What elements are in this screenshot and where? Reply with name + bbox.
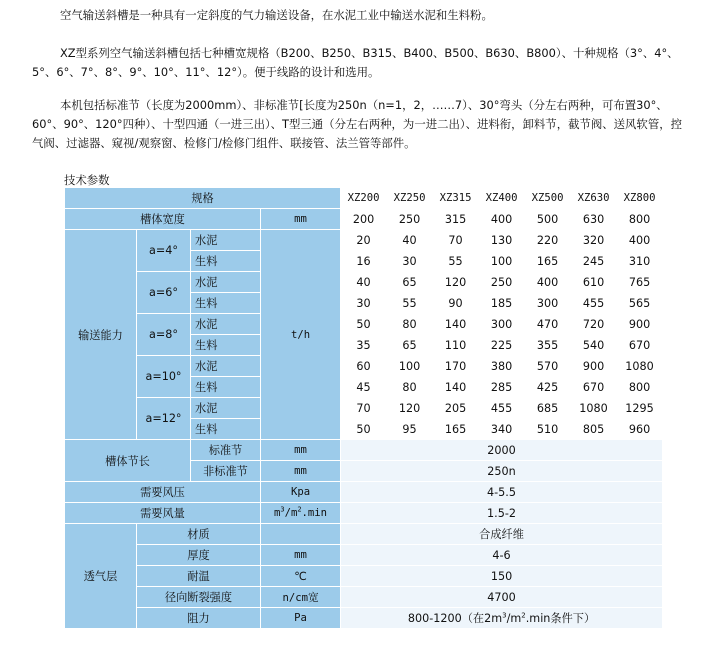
- capacity-row: [65, 356, 663, 377]
- width-cell: 250: [387, 209, 433, 230]
- capacity-cell: 65: [387, 335, 433, 356]
- capacity-cell: 120: [433, 272, 479, 293]
- temp-unit: ℃: [261, 566, 341, 587]
- capacity-cell: 400: [617, 230, 663, 251]
- thickness-unit: mm: [261, 545, 341, 566]
- strength-value: 4700: [341, 587, 663, 608]
- std-section-value: 2000: [341, 440, 663, 461]
- pressure-label: 需要风压: [65, 482, 261, 503]
- capacity-cell: 30: [341, 293, 387, 314]
- capacity-cell: 70: [341, 398, 387, 419]
- capacity-cell: 300: [479, 314, 525, 335]
- angle-label: a=12°: [137, 398, 191, 440]
- airflow-unit: $m^3/m^2.\min$: [261, 503, 341, 524]
- capacity-cell: 300: [525, 293, 571, 314]
- model-cell: XZ400: [479, 188, 525, 209]
- capacity-cell: 355: [525, 335, 571, 356]
- material-cement-label: 水泥: [191, 230, 261, 251]
- angle-label: a=8°: [137, 314, 191, 356]
- capacity-cell: 45: [341, 377, 387, 398]
- angle-label: a=10°: [137, 356, 191, 398]
- layer-row: [65, 608, 663, 629]
- capacity-cell: 765: [617, 272, 663, 293]
- width-label: 槽体宽度: [65, 209, 261, 230]
- spec-label: 规格: [65, 188, 341, 209]
- capacity-cell: 320: [571, 230, 617, 251]
- material-raw-label: 生料: [191, 251, 261, 272]
- capacity-cell: 220: [525, 230, 571, 251]
- angle-label: a=4°: [137, 230, 191, 272]
- capacity-cell: 100: [387, 356, 433, 377]
- material-cement-label: 水泥: [191, 356, 261, 377]
- capacity-cell: 340: [479, 419, 525, 440]
- layer-row: [65, 545, 663, 566]
- strength-label: 径向断裂强度: [137, 587, 261, 608]
- angle-label: a=6°: [137, 272, 191, 314]
- nonstd-section-unit: mm: [261, 461, 341, 482]
- capacity-cell: 110: [433, 335, 479, 356]
- capacity-cell: 40: [387, 230, 433, 251]
- layer-row: [65, 587, 663, 608]
- resist-label: 阻力: [137, 608, 261, 629]
- strength-unit: n/cm宽: [261, 587, 341, 608]
- capacity-row: [65, 398, 663, 419]
- std-section-label: 标准节: [191, 440, 261, 461]
- capacity-cell: 70: [433, 230, 479, 251]
- capacity-cell: 120: [387, 398, 433, 419]
- capacity-cell: 205: [433, 398, 479, 419]
- layer-row: [65, 524, 663, 545]
- intro-paragraph-2: XZ型系列空气输送斜槽包括七种槽宽规格（B200、B250、B315、B400、B500、B630、B800）、十种规格（3°、4°、5°、6°、7°、8°、9°、10°、11°、12°）。便于线路的设计和选用。: [32, 46, 679, 79]
- width-cell: 400: [479, 209, 525, 230]
- model-cell: XZ315: [433, 188, 479, 209]
- capacity-cell: 455: [479, 398, 525, 419]
- capacity-cell: 565: [617, 293, 663, 314]
- spec-table: [64, 187, 663, 629]
- width-cell: 630: [571, 209, 617, 230]
- capacity-cell: 425: [525, 377, 571, 398]
- capacity-unit: t/h: [261, 230, 341, 440]
- capacity-cell: 55: [433, 251, 479, 272]
- pressure-unit: Kpa: [261, 482, 341, 503]
- material-raw-label: 生料: [191, 419, 261, 440]
- thickness-label: 厚度: [137, 545, 261, 566]
- airflow-value: 1.5-2: [341, 503, 663, 524]
- temp-value: 150: [341, 566, 663, 587]
- model-cell: XZ250: [387, 188, 433, 209]
- capacity-cell: 20: [341, 230, 387, 251]
- capacity-cell: 900: [617, 314, 663, 335]
- capacity-cell: 165: [433, 419, 479, 440]
- std-section-unit: mm: [261, 440, 341, 461]
- capacity-cell: 130: [479, 230, 525, 251]
- capacity-cell: 30: [387, 251, 433, 272]
- capacity-cell: 170: [433, 356, 479, 377]
- capacity-cell: 685: [525, 398, 571, 419]
- capacity-cell: 570: [525, 356, 571, 377]
- capacity-cell: 720: [571, 314, 617, 335]
- capacity-cell: 245: [571, 251, 617, 272]
- material-cement-label: 水泥: [191, 314, 261, 335]
- capacity-cell: 35: [341, 335, 387, 356]
- capacity-cell: 225: [479, 335, 525, 356]
- capacity-cell: 165: [525, 251, 571, 272]
- material-cement-label: 水泥: [191, 398, 261, 419]
- model-cell: XZ500: [525, 188, 571, 209]
- capacity-cell: 40: [341, 272, 387, 293]
- capacity-cell: 55: [387, 293, 433, 314]
- capacity-cell: 65: [387, 272, 433, 293]
- layer-row: [65, 566, 663, 587]
- capacity-cell: 805: [571, 419, 617, 440]
- capacity-cell: 400: [525, 272, 571, 293]
- section-length-label: 槽体节长: [65, 440, 191, 482]
- material-raw-label: 生料: [191, 377, 261, 398]
- capacity-cell: 670: [617, 335, 663, 356]
- capacity-cell: 380: [479, 356, 525, 377]
- intro-paragraph-3: 本机包括标准节（长度为2000mm）、非标准节[长度为250n（n=1，2，……7）、30°弯头（分左右两种，可布置30°、60°、90°、120°四种）、十型四通（一进三出）、T型三通（分左右两种，为一进二出）、进料衔，卸料节，截节阀、送风软管，控气阀、过滤器、窥视/观察窗、检修门/检修门组件、联接管、法兰管等部件。: [32, 98, 682, 150]
- capacity-cell: 900: [571, 356, 617, 377]
- capacity-cell: 540: [571, 335, 617, 356]
- capacity-cell: 60: [341, 356, 387, 377]
- capacity-cell: 610: [571, 272, 617, 293]
- section-length-row: [65, 440, 663, 461]
- layer-label: 透气层: [65, 524, 137, 629]
- material-raw-label: 生料: [191, 293, 261, 314]
- capacity-cell: 310: [617, 251, 663, 272]
- header-row: [65, 188, 663, 209]
- width-cell: 200: [341, 209, 387, 230]
- width-cell: 800: [617, 209, 663, 230]
- capacity-cell: 960: [617, 419, 663, 440]
- thickness-value: 4-6: [341, 545, 663, 566]
- pressure-value: 4-5.5: [341, 482, 663, 503]
- capacity-row: [65, 230, 663, 251]
- capacity-cell: 185: [479, 293, 525, 314]
- capacity-cell: 800: [617, 377, 663, 398]
- capacity-cell: 50: [341, 419, 387, 440]
- width-unit: mm: [261, 209, 341, 230]
- pressure-row: [65, 482, 663, 503]
- intro-paragraph-1: 空气输送斜槽是一种具有一定斜度的气力输送设备，在水泥工业中输送水泥和生料粉。: [60, 8, 493, 22]
- capacity-cell: 250: [479, 272, 525, 293]
- capacity-cell: 285: [479, 377, 525, 398]
- capacity-cell: 140: [433, 314, 479, 335]
- resist-value: 800-1200（在$2m^3/m^2.\min$条件下）: [341, 608, 663, 629]
- capacity-cell: 670: [571, 377, 617, 398]
- capacity-cell: 1080: [617, 356, 663, 377]
- capacity-cell: 1295: [617, 398, 663, 419]
- airflow-row: [65, 503, 663, 524]
- capacity-cell: 50: [341, 314, 387, 335]
- capacity-row: [65, 314, 663, 335]
- material-cement-label: 水泥: [191, 272, 261, 293]
- model-cell: XZ630: [571, 188, 617, 209]
- capacity-cell: 80: [387, 314, 433, 335]
- width-cell: 315: [433, 209, 479, 230]
- capacity-cell: 16: [341, 251, 387, 272]
- capacity-cell: 90: [433, 293, 479, 314]
- capacity-cell: 95: [387, 419, 433, 440]
- resist-unit: Pa: [261, 608, 341, 629]
- model-cell: XZ200: [341, 188, 387, 209]
- capacity-cell: 470: [525, 314, 571, 335]
- capacity-cell: 140: [433, 377, 479, 398]
- capacity-cell: 100: [479, 251, 525, 272]
- capacity-row: [65, 272, 663, 293]
- capacity-cell: 80: [387, 377, 433, 398]
- airflow-label: 需要风量: [65, 503, 261, 524]
- tech-params-heading: 技术参数: [64, 173, 110, 187]
- layer-material-value: 合成纤维: [341, 524, 663, 545]
- nonstd-section-label: 非标准节: [191, 461, 261, 482]
- temp-label: 耐温: [137, 566, 261, 587]
- capacity-cell: 510: [525, 419, 571, 440]
- material-raw-label: 生料: [191, 335, 261, 356]
- model-cell: XZ800: [617, 188, 663, 209]
- width-row: [65, 209, 663, 230]
- layer-material-unit: [261, 524, 341, 545]
- capacity-label: 输送能力: [65, 230, 137, 440]
- nonstd-section-value: 250n: [341, 461, 663, 482]
- width-cell: 500: [525, 209, 571, 230]
- capacity-cell: 455: [571, 293, 617, 314]
- capacity-cell: 1080: [571, 398, 617, 419]
- layer-material-label: 材质: [137, 524, 261, 545]
